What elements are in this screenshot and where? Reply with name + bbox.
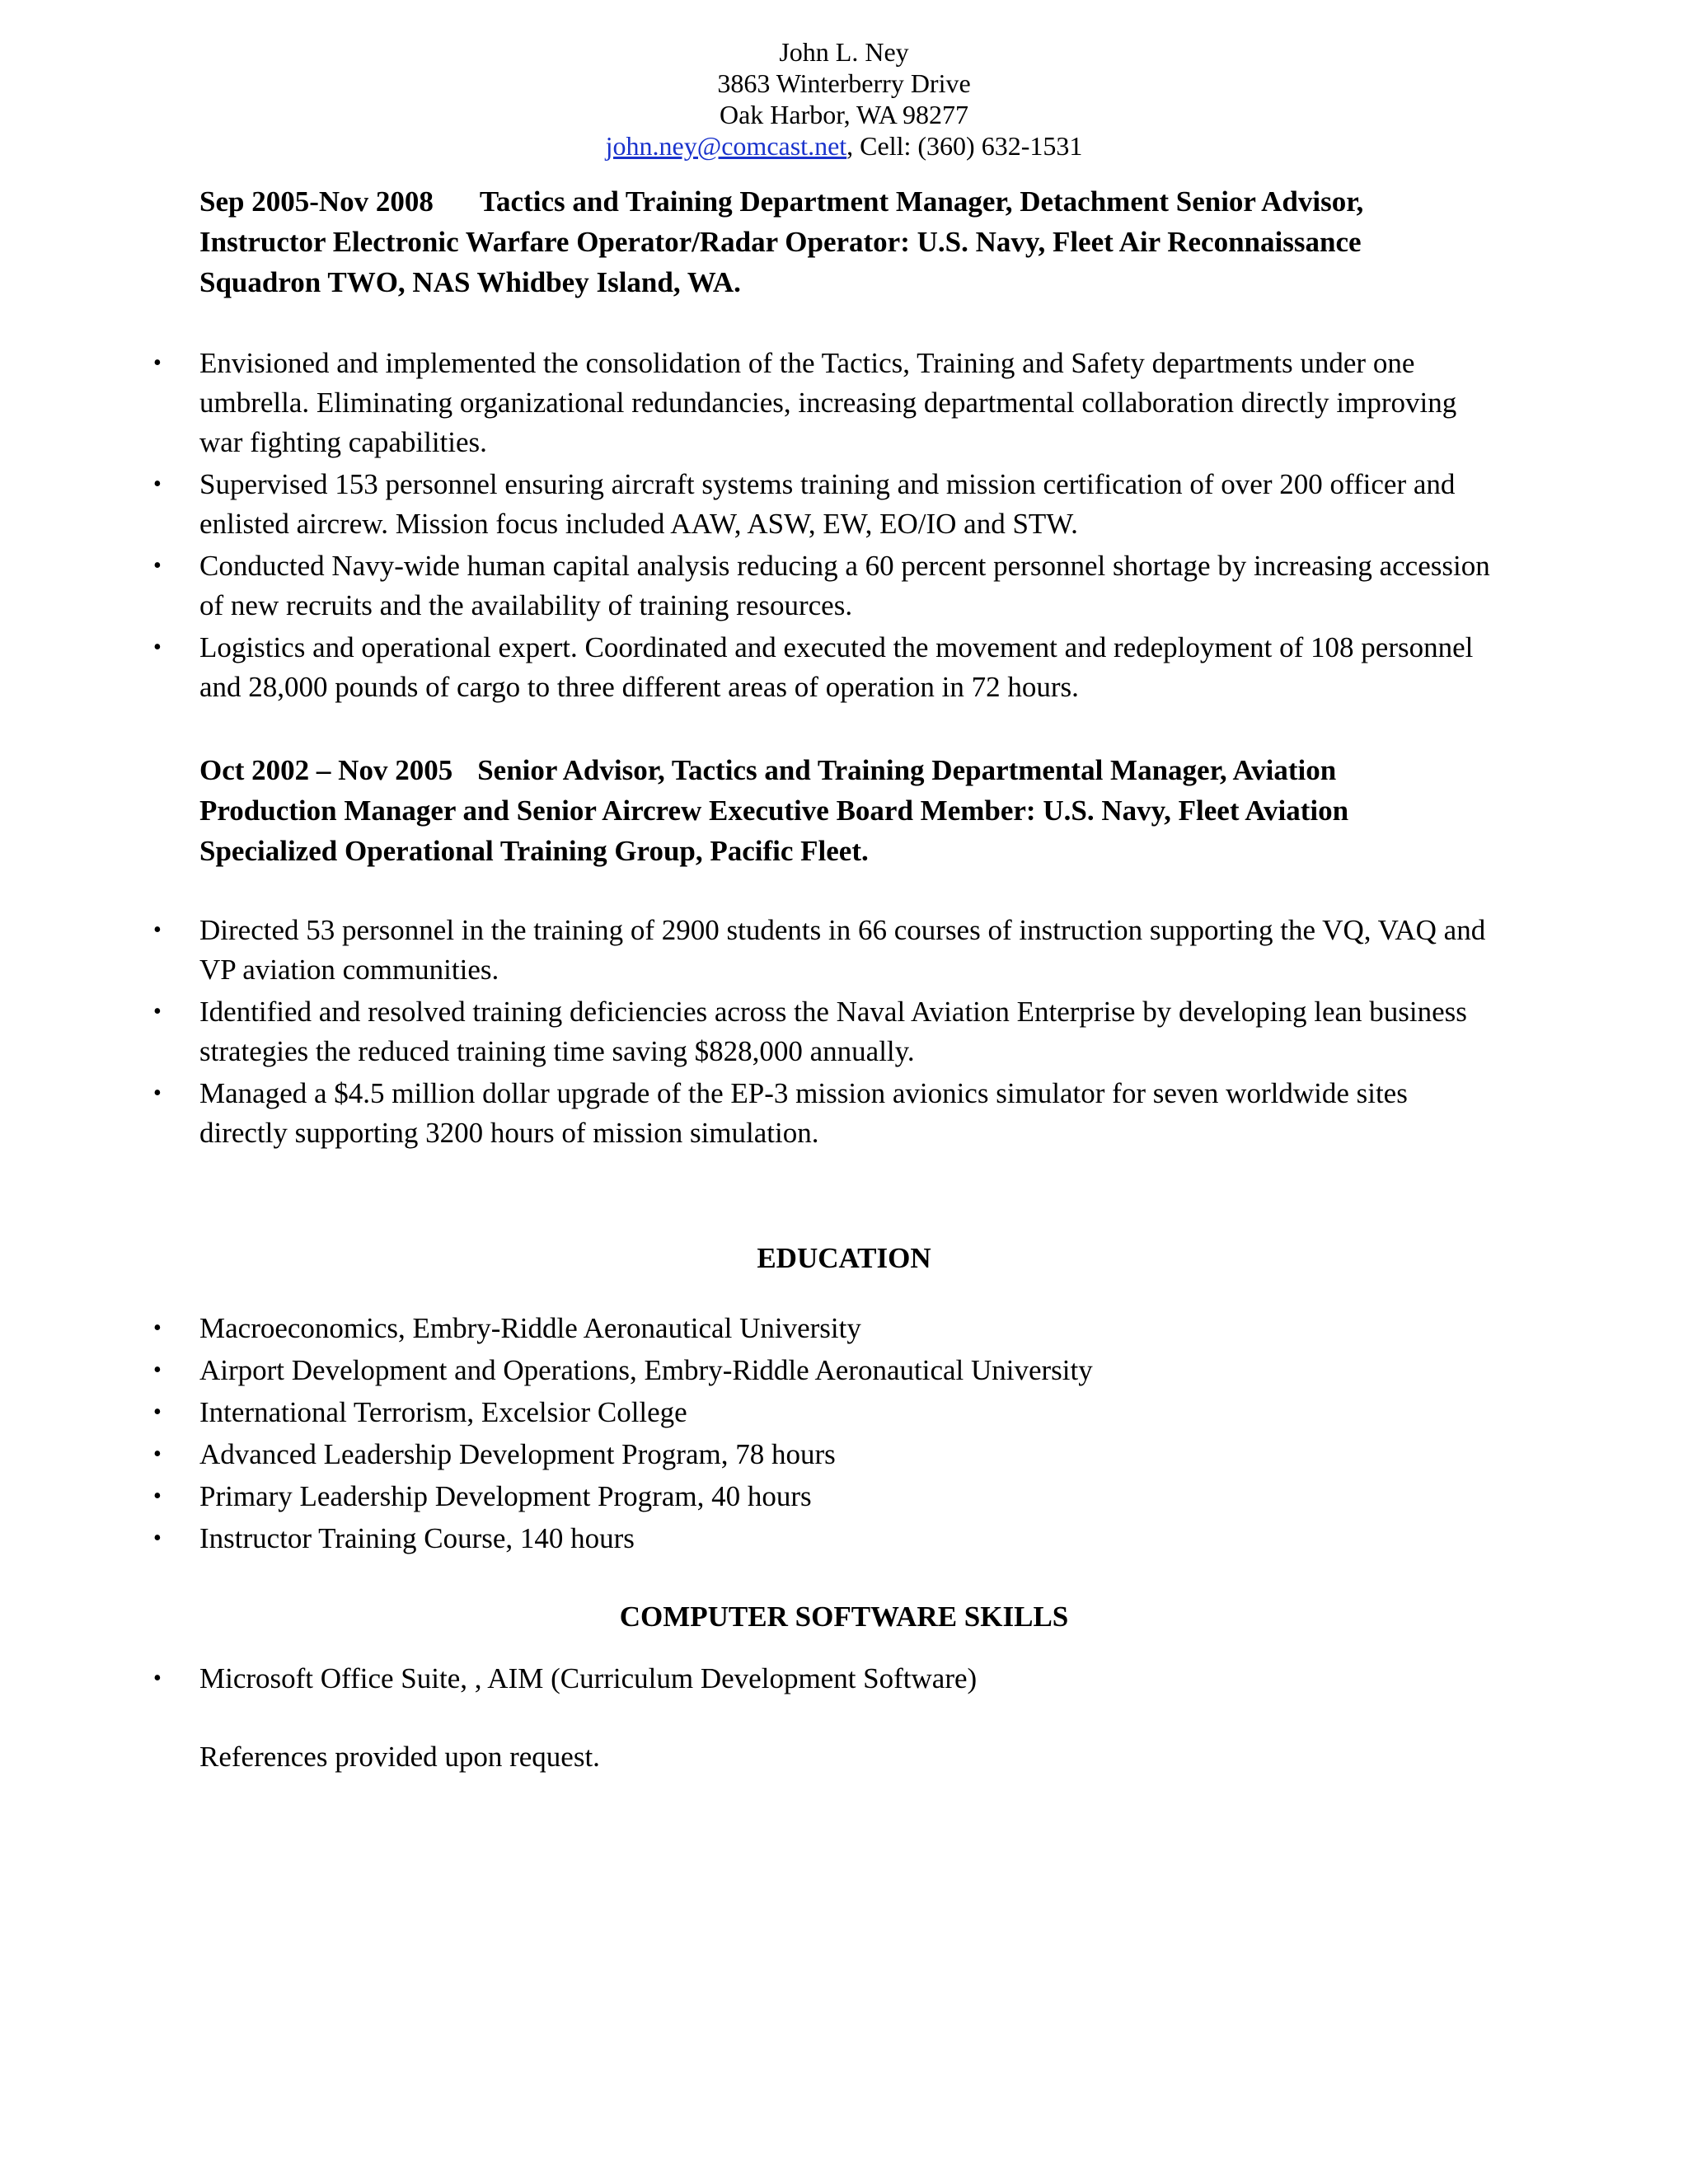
job1-bullet-list	[0, 344, 1688, 710]
bullet-text: International Terrorism, Excelsior College	[199, 1396, 687, 1428]
job1-heading	[199, 181, 1502, 302]
job2-title-line2: Production Manager and Senior Aircrew Executive Board Member: U.S. Navy, Fleet Aviation	[199, 794, 1349, 827]
job2-heading	[199, 750, 1502, 871]
bullet-text: Microsoft Office Suite, , AIM (Curriculum Development Software)	[199, 1662, 978, 1694]
bullet-icon: •	[153, 1399, 162, 1425]
job1-title-line2: Instructor Electronic Warfare Operator/Radar Operator: U.S. Navy, Fleet Air Reconnaissance	[199, 226, 1362, 258]
list-item	[0, 1351, 1502, 1390]
bullet-icon: •	[153, 471, 162, 497]
street-address: 3863 Winterberry Drive	[717, 68, 971, 98]
list-item	[0, 1074, 1502, 1153]
bullet-icon: •	[153, 1666, 162, 1691]
list-item	[0, 992, 1502, 1071]
contact-line	[0, 130, 1688, 162]
bullet-icon: •	[153, 999, 162, 1024]
bullet-text: Airport Development and Operations, Embry-Riddle Aeronautical University	[199, 1354, 1093, 1386]
bullet-text: Identified and resolved training deficiencies across the Naval Aviation Enterprise by developing lean business strategies the reduced training time saving $828,000 annually.	[199, 996, 1467, 1067]
job2-heading-line1	[199, 750, 1502, 790]
bullet-icon: •	[153, 1080, 162, 1106]
job1-title-line3: Squadron TWO, NAS Whidbey Island, WA.	[199, 266, 741, 298]
job2-dates: Oct 2002 – Nov 2005	[199, 754, 453, 786]
software-skills-title: COMPUTER SOFTWARE SKILLS	[619, 1601, 1069, 1633]
job1-title-line1: Tactics and Training Department Manager, Detachment Senior Advisor,	[479, 185, 1364, 218]
bullet-text: Primary Leadership Development Program, 40 hours	[199, 1480, 812, 1512]
bullet-icon: •	[153, 350, 162, 376]
list-item	[0, 465, 1502, 544]
bullet-icon: •	[153, 1483, 162, 1509]
bullet-icon: •	[153, 917, 162, 943]
job2-title-line3: Specialized Operational Training Group, Pacific Fleet.	[199, 835, 869, 867]
bullet-text: Macroeconomics, Embry-Riddle Aeronautical University	[199, 1312, 861, 1344]
list-item	[0, 1393, 1502, 1432]
bullet-icon: •	[153, 553, 162, 579]
job1-heading-line1	[199, 181, 1502, 222]
bullet-icon: •	[153, 635, 162, 660]
list-item	[0, 1435, 1502, 1474]
list-item	[0, 1659, 1502, 1699]
list-item	[0, 628, 1502, 707]
bullet-text: Advanced Leadership Development Program, 78 hours	[199, 1438, 836, 1470]
bullet-text: Logistics and operational expert. Coordinated and executed the movement and redeployment of 108 personnel and 28,000 pounds of cargo to three different areas of operation in 72 hours.	[199, 631, 1474, 703]
contact-header	[0, 36, 1688, 162]
list-item	[0, 1477, 1502, 1516]
list-item	[0, 1309, 1502, 1348]
references-note: References provided upon request.	[199, 1741, 600, 1773]
list-item	[0, 344, 1502, 462]
bullet-text: Envisioned and implemented the consolidation of the Tactics, Training and Safety departments under one umbrella. Eliminating organizational redundancies, increasing departmental collaboration directly improving war fighting capabilities.	[199, 347, 1457, 458]
city-state-zip: Oak Harbor, WA 98277	[719, 100, 969, 129]
list-item	[0, 911, 1502, 990]
email-link[interactable]: john.ney@comcast.net	[605, 131, 847, 161]
bullet-icon: •	[153, 1315, 162, 1341]
bullet-text: Instructor Training Course, 140 hours	[199, 1522, 635, 1554]
applicant-name: John L. Ney	[779, 37, 909, 67]
list-item	[0, 1519, 1502, 1558]
bullet-text: Conducted Navy-wide human capital analysis reducing a 60 percent personnel shortage by increasing accession of new recruits and the availability of training resources.	[199, 550, 1490, 621]
education-title: EDUCATION	[757, 1242, 931, 1274]
bullet-text: Directed 53 personnel in the training of 2900 students in 66 courses of instruction supporting the VQ, VAQ and VP aviation communities.	[199, 914, 1486, 986]
bullet-text: Supervised 153 personnel ensuring aircraft systems training and mission certification of over 200 officer and enlisted aircrew. Mission focus included AAW, ASW, EW, EO/IO and STW.	[199, 468, 1456, 540]
software-skills-list	[0, 1659, 1688, 1701]
job2-bullet-list	[0, 911, 1688, 1155]
bullet-icon: •	[153, 1357, 162, 1383]
bullet-icon: •	[153, 1441, 162, 1467]
job1-dates: Sep 2005-Nov 2008	[199, 185, 434, 218]
job2-title-line1: Senior Advisor, Tactics and Training Departmental Manager, Aviation	[477, 754, 1337, 786]
education-list	[0, 1309, 1688, 1561]
bullet-icon: •	[153, 1526, 162, 1551]
phone-text: , Cell: (360) 632-1531	[846, 131, 1083, 161]
list-item	[0, 546, 1502, 626]
bullet-text: Managed a $4.5 million dollar upgrade of the EP-3 mission avionics simulator for seven worldwide sites directly supporting 3200 hours of mission simulation.	[199, 1077, 1408, 1149]
